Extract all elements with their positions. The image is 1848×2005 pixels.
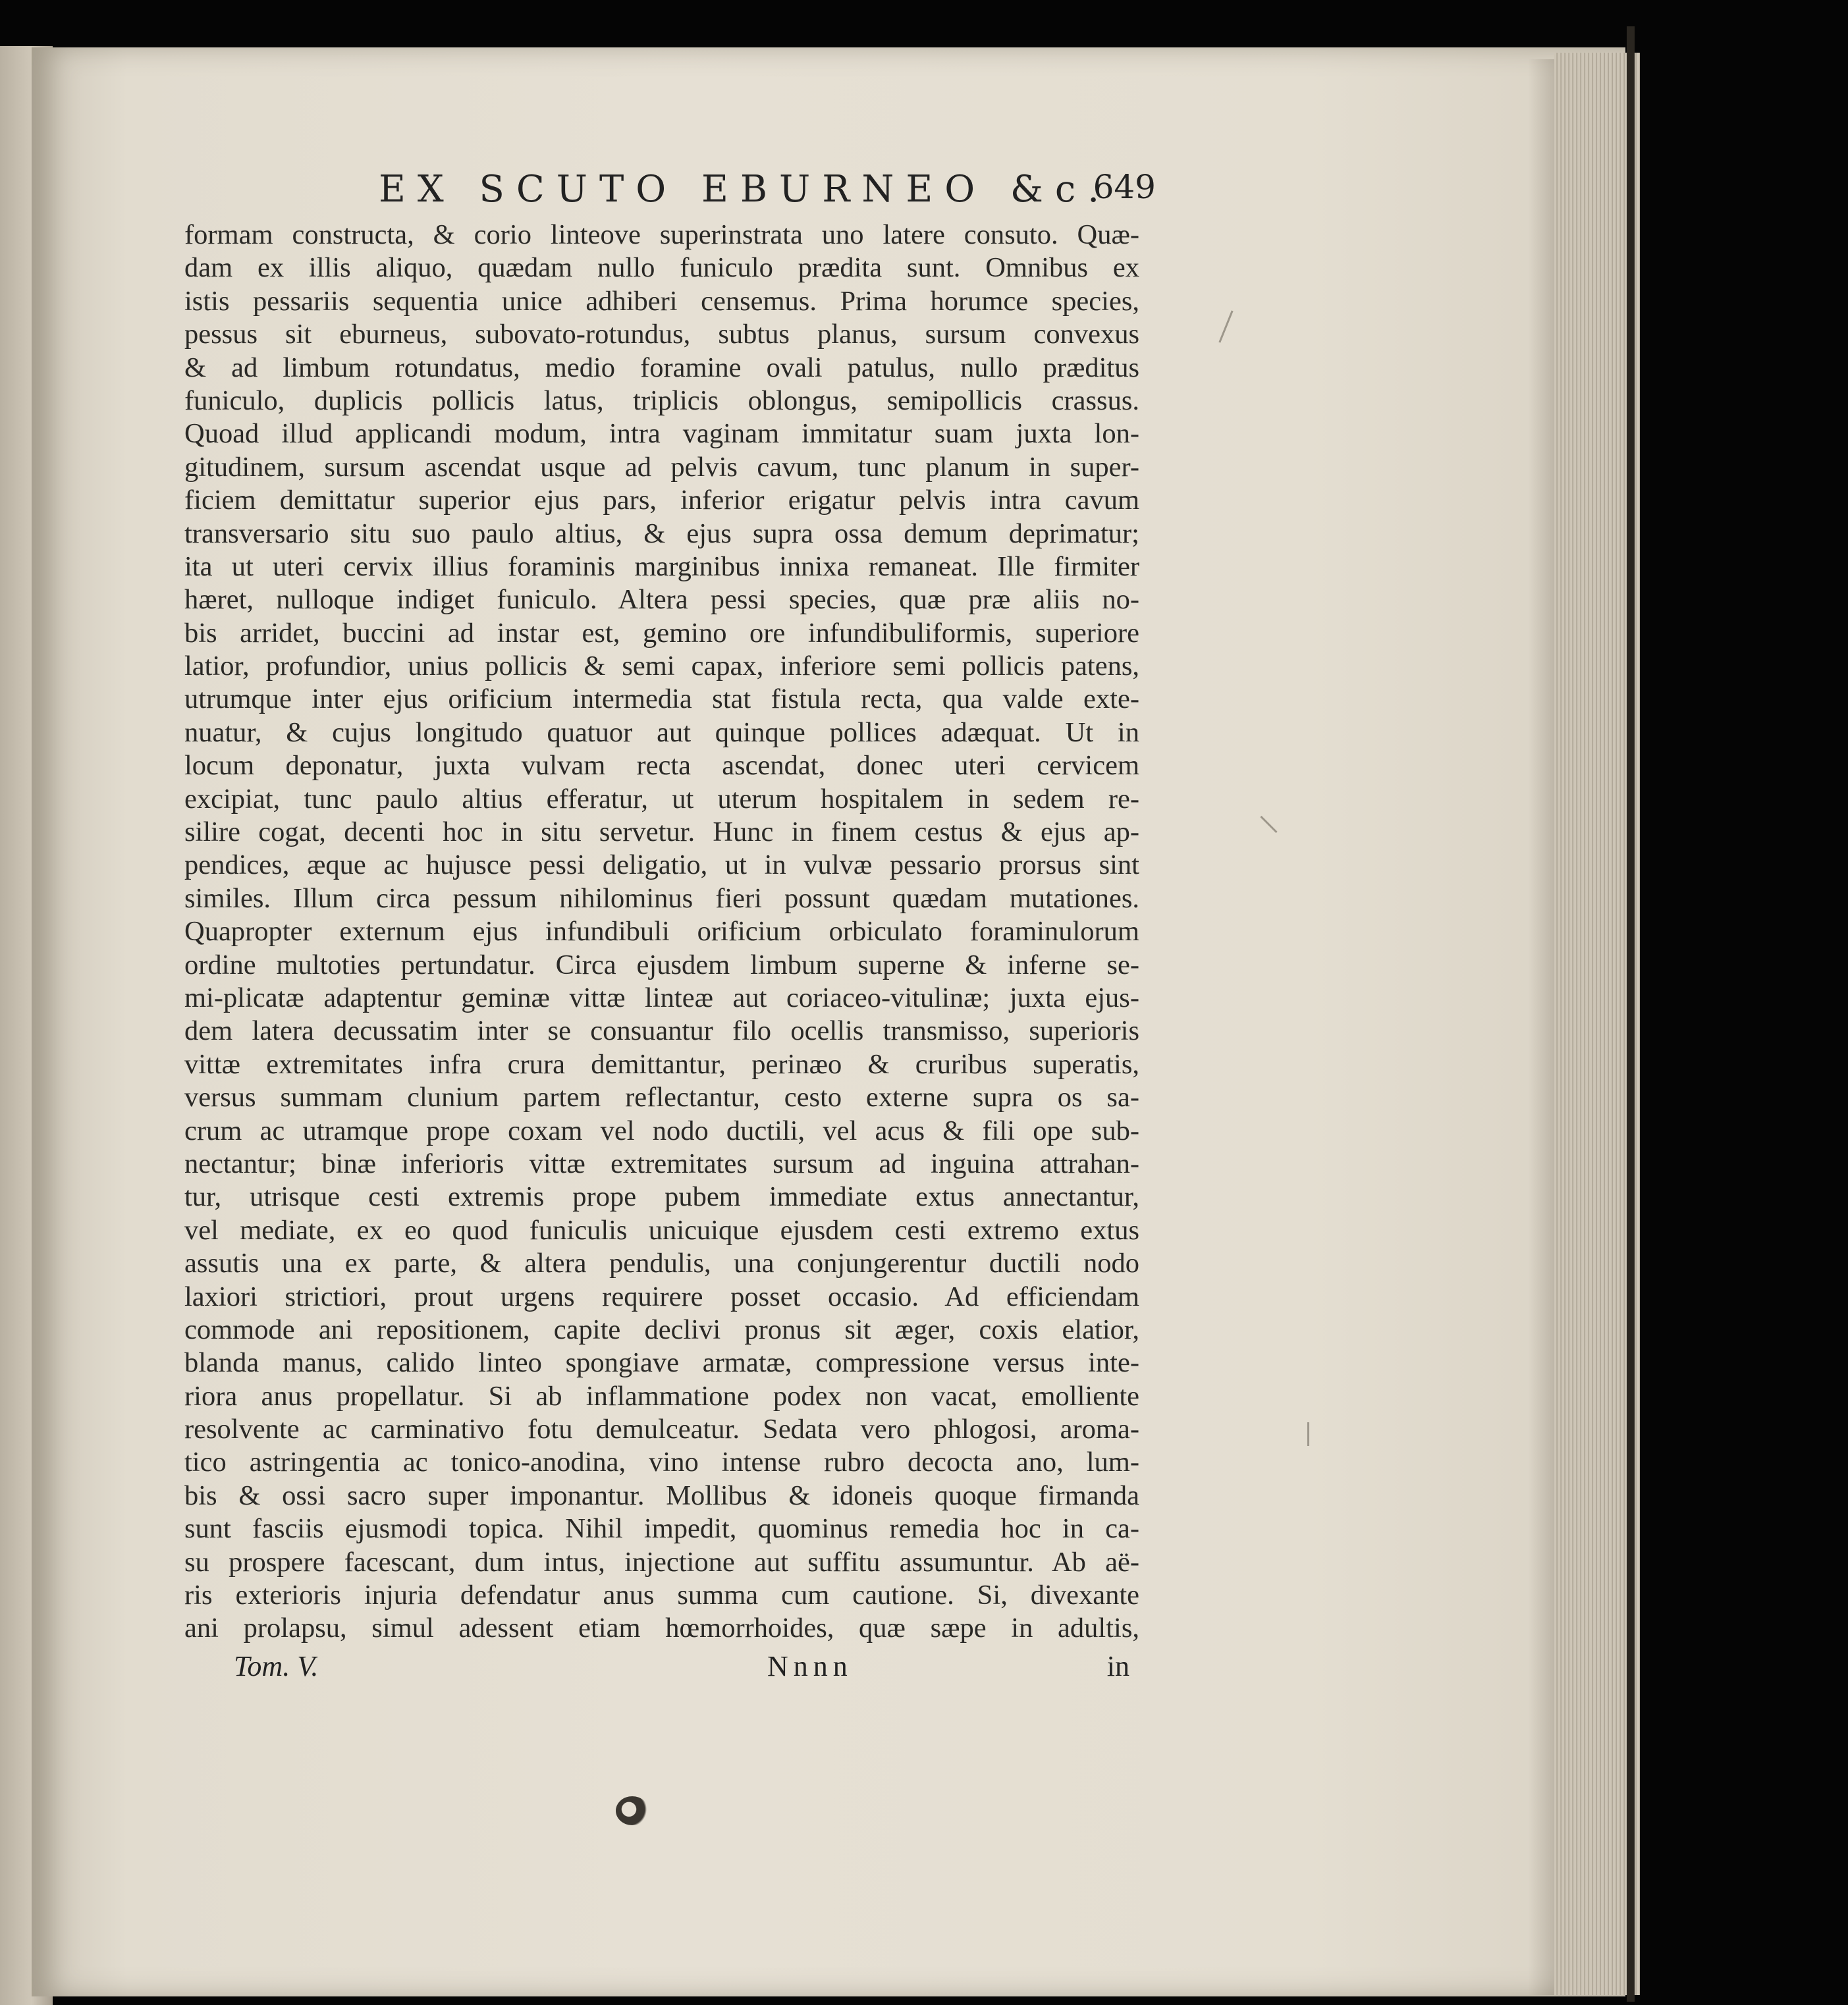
volume-label: Tom. V. xyxy=(234,1650,319,1682)
text-line: laxiori strictiori, prout urgens requirere posset occasio. Ad efficiendam xyxy=(184,1281,1139,1312)
text-line: tur, utrisque cesti extremis prope pubem immediate extus annectantur, xyxy=(184,1181,1139,1213)
text-line: su prospere facescant, dum intus, injectione aut suffitu assumuntur. Ab aë- xyxy=(184,1546,1139,1578)
signature-mark: Nnnn xyxy=(767,1650,853,1682)
text-line: pessus sit eburneus, subovato-rotundus, subtus planus, sursum convexus xyxy=(184,319,1139,350)
catchword: in xyxy=(1106,1650,1129,1682)
text-line: bis arridet, buccini ad instar est, gemino ore infundibuliformis, superiore xyxy=(184,617,1139,649)
text-line: ordine multoties pertundatur. Circa ejusdem limbum superne & inferne se- xyxy=(184,949,1139,980)
text-line: istis pessariis sequentia unice adhiberi censemus. Prima horumce species, xyxy=(184,285,1139,317)
text-line: nuatur, & cujus longitudo quatuor aut quinque pollices adæquat. Ut in xyxy=(184,716,1139,748)
text-line: funiculo, duplicis pollicis latus, triplicis oblongus, semipollicis crassus. xyxy=(184,385,1139,416)
text-line: hæret, nulloque indiget funiculo. Altera pessi species, quæ præ aliis no- xyxy=(184,584,1139,616)
text-line: ficiem demittatur superior ejus pars, inferior erigatur pelvis intra cavum xyxy=(184,485,1139,516)
text-line: versus summam clunium partem reflectantur, cesto externe supra os sa- xyxy=(184,1082,1139,1113)
text-line: pendices, æque ac hujusce pessi deligatio, ut in vulvæ pessario prorsus sint xyxy=(184,849,1139,881)
text-line: locum deponatur, juxta vulvam recta ascendat, donec uteri cervicem xyxy=(184,750,1139,782)
text-line: riora anus propellatur. Si ab inflammatione podex non vacat, emolliente xyxy=(184,1380,1139,1412)
text-line: excipiat, tunc paulo altius efferatur, ut uterum hospitalem in sedem re- xyxy=(184,783,1139,815)
text-line: crum ac utramque prope coxam vel nodo ductili, vel acus & fili ope sub- xyxy=(184,1115,1139,1146)
text-line: sunt fasciis ejusmodi topica. Nihil impedit, quominus remedia hoc in ca- xyxy=(184,1513,1139,1545)
text-line: bis & ossi sacro super imponantur. Mollibus & idoneis quoque firmanda xyxy=(184,1480,1139,1511)
page-number: 649 xyxy=(1093,168,1156,206)
text-line: dem latera decussatim inter se consuantur filo ocellis transmisso, superioris xyxy=(184,1015,1139,1047)
text-line: ris exterioris injuria defendatur anus summa cum cautione. Si, divexante xyxy=(184,1580,1139,1611)
text-line: formam constructa, & corio linteove superinstrata uno latere consuto. Quæ- xyxy=(184,219,1139,250)
text-line: blanda manus, calido linteo spongiave armatæ, compressione versus inte- xyxy=(184,1347,1139,1379)
text-line: tico astringentia ac tonico-anodina, vino intense rubro decocta ano, lum- xyxy=(184,1447,1139,1478)
text-line: utrumque inter ejus orificium intermedia stat fistula recta, qua valde exte- xyxy=(184,683,1139,715)
running-head: EX SCUTO EBURNEO &c. xyxy=(379,168,1112,211)
text-line: commode ani repositionem, capite declivi pronus sit æger, coxis elatior, xyxy=(184,1314,1139,1345)
text-line: nectantur; binæ inferioris vittæ extremitates sursum ad inguina attrahan- xyxy=(184,1148,1139,1179)
page-header xyxy=(379,168,1156,221)
text-line: resolvente ac carminativo fotu demulceatur. Sedata vero phlogosi, aroma- xyxy=(184,1414,1139,1445)
text-line: & ad limbum rotundatus, medio foramine ovali patulus, nullo præditus xyxy=(184,352,1139,383)
body-text xyxy=(184,219,1139,1645)
text-line: vel mediate, ex eo quod funiculis unicuique ejusdem cesti extremo extus xyxy=(184,1214,1139,1246)
text-line: dam ex illis aliquo, quædam nullo funiculo prædita sunt. Omnibus ex xyxy=(184,252,1139,284)
text-line: latior, profundior, unius pollicis & semi capax, inferiore semi pollicis patens, xyxy=(184,651,1139,682)
page-footer xyxy=(234,1649,1129,1689)
text-line: Quoad illud applicandi modum, intra vaginam immitatur suam juxta lon- xyxy=(184,418,1139,450)
book-cover-edge xyxy=(1627,26,1635,2002)
text-line: transversario situ suo paulo altius, & ejus supra ossa demum deprimatur; xyxy=(184,518,1139,549)
text-line: assutis una ex parte, & altera pendulis, una conjungerentur ductili nodo xyxy=(184,1248,1139,1279)
text-line: gitudinem, sursum ascendat usque ad pelvis cavum, tunc planum in super- xyxy=(184,451,1139,483)
text-line: similes. Illum circa pessum nihilominus fieri possunt quædam mutationes. xyxy=(184,882,1139,914)
text-line: mi-plicatæ adaptentur geminæ vittæ linteæ aut coriaceo-vitulinæ; juxta ejus- xyxy=(184,982,1139,1013)
text-line: ani prolapsu, simul adessent etiam hœmorrhoides, quæ sæpe in adultis, xyxy=(184,1613,1139,1644)
text-line: Quapropter externum ejus infundibuli orificium orbiculato foraminulorum xyxy=(184,916,1139,948)
text-line: ita ut uteri cervix illius foraminis marginibus innixa remaneat. Ille firmiter xyxy=(184,550,1139,582)
text-line: silire cogat, decenti hoc in situ servetur. Hunc in finem cestus & ejus ap- xyxy=(184,816,1139,848)
ink-blot-mark xyxy=(616,1796,649,1825)
margin-pencil-mark xyxy=(1307,1422,1309,1446)
text-line: vittæ extremitates infra crura demittantur, perinæo & cruribus superatis, xyxy=(184,1048,1139,1080)
